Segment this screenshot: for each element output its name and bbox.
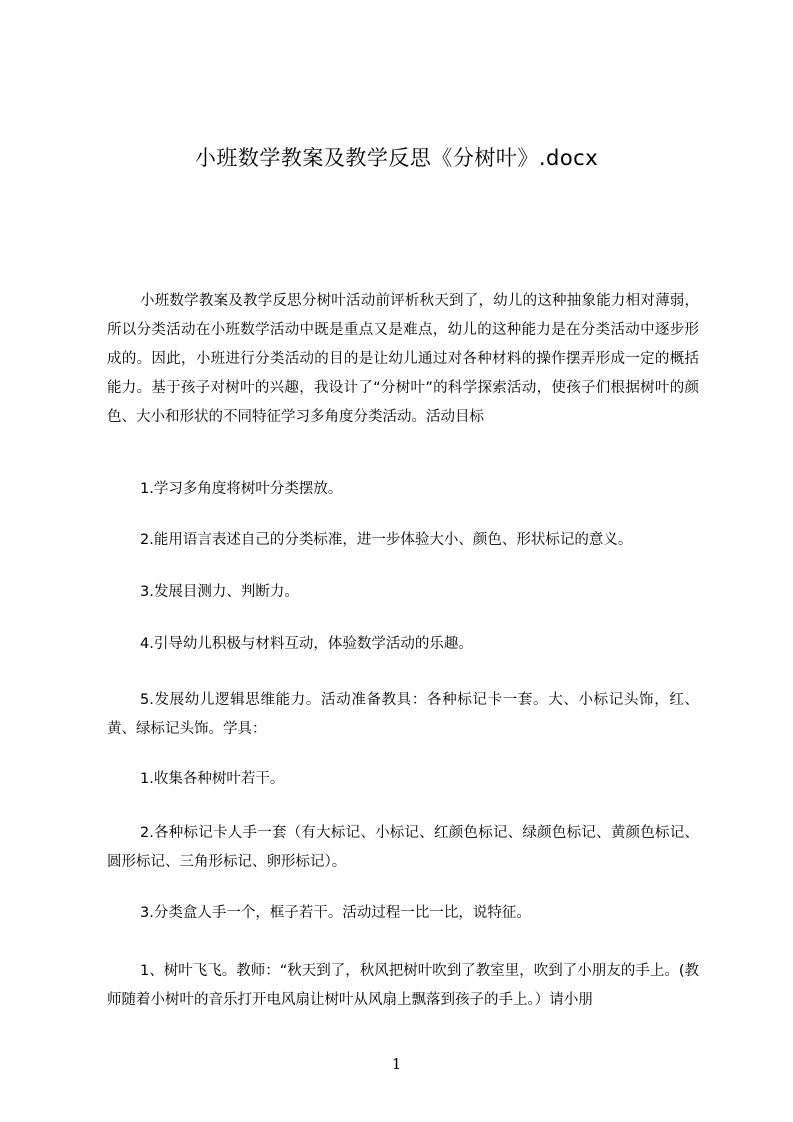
- paragraph-goal-2: 2.能用语言表述自己的分类标准，进一步体验大小、颜色、形状标记的意义。: [140, 532, 633, 548]
- paragraph-materials-3: 3.分类盒人手一个，框子若干。活动过程一比一比，说特征。: [140, 905, 531, 921]
- paragraph-goal-3: 3.发展目测力、判断力。: [140, 584, 299, 600]
- paragraph-process-1: 1、树叶飞飞。教师：“秋天到了，秋风把树叶吹到了教室里，吹到了小朋友的手上。(教师随着小树叶的音乐打开电风扇让树叶从风扇上飘落到孩子的手上。）请小朋: [107, 963, 699, 1008]
- paragraph-materials-2: 2.各种标记卡人手一套（有大标记、小标记、红颜色标记、绿颜色标记、黄颜色标记、圆形标记、三角形标记、卵形标记）。: [107, 825, 699, 870]
- paragraph-intro: 小班数学教案及教学反思分树叶活动前评析秋天到了，幼儿的这种抽象能力相对薄弱，所以分类活动在小班数学活动中既是重点又是难点，幼儿的这种能力是在分类活动中逐步形成的。因此，小班进行分类活动的目的是让幼儿通过对各种材料的操作摆弄形成一定的概括能力。基于孩子对树叶的兴趣，我设计了“分树叶”的科学探索活动，使孩子们根据树叶的颜色、大小和形状的不同特征学习多角度分类活动。活动目标: [107, 293, 699, 425]
- paragraph-goal-4: 4.引导幼儿积极与材料互动，体验数学活动的乐趣。: [140, 636, 473, 652]
- document-title: 小班数学教案及教学反思《分树叶》.docx: [194, 146, 599, 170]
- paragraph-goal-5: 5.发展幼儿逻辑思维能力。活动准备教具：各种标记卡一套。大、小标记头饰，红、黄、绿标记头饰。学具：: [107, 692, 699, 737]
- paragraph-goal-1: 1.学习多角度将树叶分类摆放。: [140, 481, 343, 497]
- paragraph-materials-1: 1.收集各种树叶若干。: [140, 771, 285, 787]
- page-number: 1: [391, 1055, 402, 1073]
